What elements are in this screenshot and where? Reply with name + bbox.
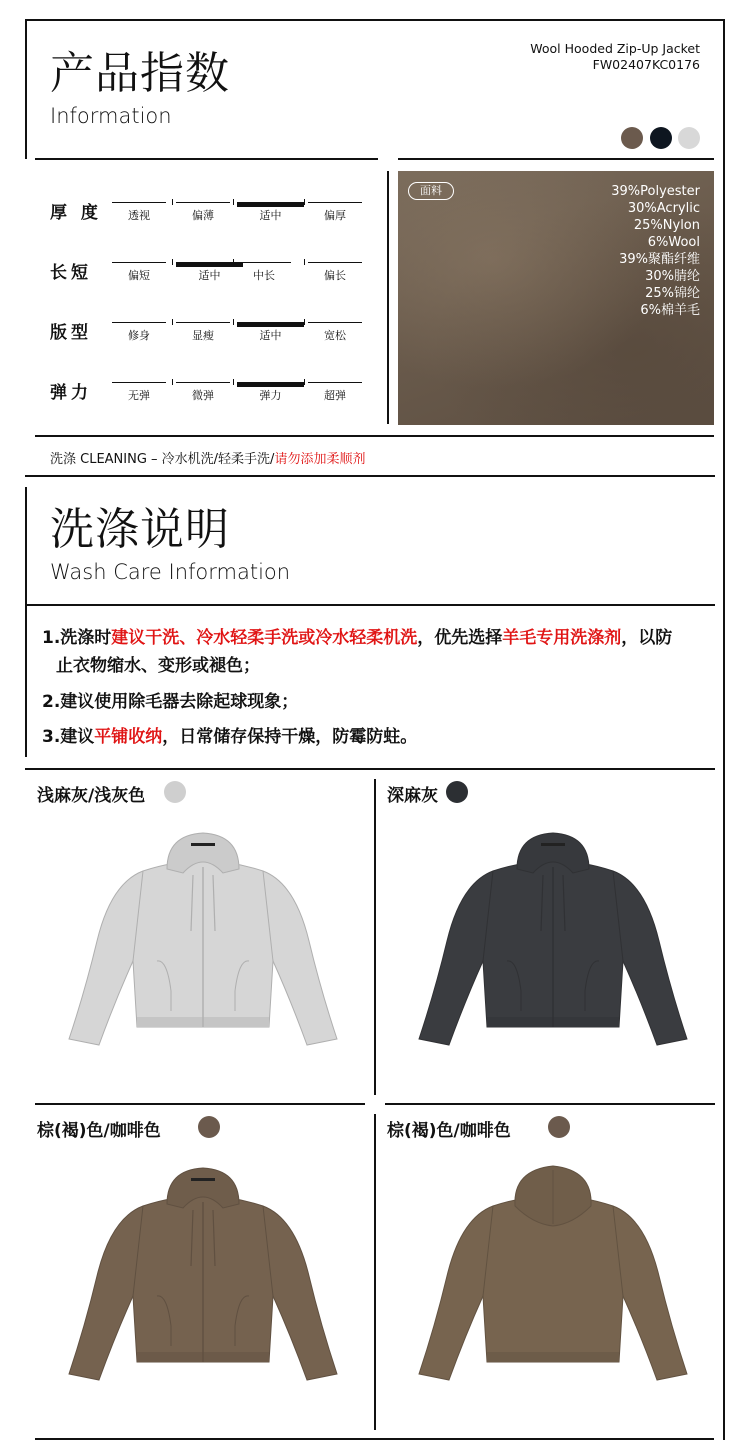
- index-option-label: 偏厚: [324, 209, 346, 222]
- index-row-label: 弹力: [50, 383, 92, 403]
- index-divider-right: [398, 158, 714, 160]
- index-option-bar: [112, 262, 166, 263]
- wash-item-1-text: ，以防: [621, 628, 673, 648]
- index-row-label: 厚 度: [50, 203, 102, 223]
- index-row-label: 版型: [50, 323, 92, 343]
- frame-right: [723, 19, 725, 1440]
- cleaning-top-line: [35, 435, 714, 437]
- index-option: [237, 262, 291, 282]
- wash-item-2: 2.建议使用除毛器去除起球现象；: [42, 692, 299, 712]
- composition-line: 25%锦纶: [645, 286, 700, 301]
- index-option-bar: [112, 322, 166, 323]
- grid-divider-left: [35, 1103, 365, 1105]
- index-tick: [304, 319, 305, 325]
- index-option-label: 微弹: [192, 389, 214, 402]
- composition-line: 39%Polyester: [611, 184, 700, 199]
- wash-item-1-text: ，优先选择: [417, 628, 503, 648]
- color-name: 浅麻灰/浅灰色: [37, 786, 146, 806]
- index-option-label: 适中: [198, 269, 221, 282]
- fabric-swatch-image: [398, 171, 714, 425]
- index-option-label: 中长: [253, 269, 275, 282]
- color-swatch[interactable]: [548, 1116, 570, 1138]
- swatch-light-gray[interactable]: [678, 127, 700, 149]
- color-name: 棕(褐)色/咖啡色: [37, 1121, 161, 1141]
- wash-item-1-cont: 止衣物缩水、变形或褪色；: [56, 656, 260, 676]
- product-name: Wool Hooded Zip-Up Jacket: [530, 41, 700, 56]
- page-title: 产品指数: [50, 48, 230, 99]
- index-option: [308, 262, 362, 282]
- index-option: [308, 382, 362, 402]
- page-subtitle: Information: [50, 104, 172, 128]
- grid-vertical-divider: [374, 779, 376, 1095]
- index-option: [176, 322, 230, 342]
- index-option: [308, 202, 362, 222]
- index-option-label: 适中: [259, 329, 282, 342]
- index-option: [237, 202, 304, 222]
- brand-label: [191, 843, 215, 846]
- composition-line: 30%腈纶: [645, 269, 700, 284]
- index-option-label: 超弹: [324, 389, 346, 402]
- cleaning-note: [50, 448, 365, 467]
- wash-item-1-highlight: 建议干洗、冷水轻柔手洗或冷水轻柔机洗: [111, 628, 418, 648]
- index-option-bar: [176, 382, 230, 383]
- wash-title: 洗涤说明: [50, 504, 230, 555]
- index-tick: [233, 199, 234, 205]
- frame-left-top: [25, 19, 27, 159]
- index-option: [176, 202, 230, 222]
- color-swatch[interactable]: [446, 781, 468, 803]
- index-tick: [304, 199, 305, 205]
- index-option-label: 适中: [259, 209, 282, 222]
- wash-item-1-text: 1.洗涤时: [42, 628, 112, 648]
- index-option: [237, 322, 304, 342]
- index-option: [112, 322, 166, 342]
- index-option-bar: [176, 322, 230, 323]
- index-tick: [304, 379, 305, 385]
- garment-hem: [487, 1352, 619, 1362]
- index-tick: [233, 259, 234, 265]
- index-option-bar: [308, 382, 362, 383]
- composition-line: 6%Wool: [647, 235, 700, 250]
- frame-left-wash: [25, 487, 27, 757]
- top-border: [25, 19, 725, 21]
- index-option-label: 透视: [128, 209, 150, 222]
- colors-top-line: [25, 768, 715, 770]
- swatch-brown[interactable]: [621, 127, 643, 149]
- wash-item-1-highlight: 羊毛专用洗涤剂: [502, 628, 622, 648]
- index-option-bar: [237, 262, 291, 263]
- wash-item-3-text: 3.建议: [42, 727, 95, 747]
- cleaning-warning: 请勿添加柔顺剂: [274, 452, 366, 467]
- composition-line: 6%棉羊毛: [640, 303, 700, 318]
- brand-label: [541, 843, 565, 846]
- product-meta: [530, 41, 700, 73]
- grid-vertical-divider-2: [374, 1114, 376, 1430]
- index-option-bar: [308, 322, 362, 323]
- index-tick: [233, 379, 234, 385]
- index-option: [112, 382, 166, 402]
- color-name: 深麻灰: [387, 786, 438, 806]
- color-swatch[interactable]: [164, 781, 186, 803]
- brand-label: [191, 1178, 215, 1181]
- index-tick: [233, 319, 234, 325]
- index-option-label: 无弹: [128, 389, 150, 402]
- wash-item-3-highlight: 平铺收纳: [94, 727, 163, 747]
- index-option-bar: [308, 202, 362, 203]
- product-code: FW02407KC0176: [592, 57, 700, 72]
- swatch-navy[interactable]: [650, 127, 672, 149]
- index-tick: [172, 379, 173, 385]
- index-option-bar: [112, 202, 166, 203]
- fabric-composition: [611, 183, 700, 319]
- index-option-label: 修身: [128, 329, 150, 342]
- composition-line: 39%聚酯纤维: [619, 252, 700, 267]
- wash-item-3-text: ，日常储存保持干燥，防霉防蛀。: [162, 727, 418, 747]
- index-tick: [304, 259, 305, 265]
- cleaning-text: 洗涤 CLEANING – 冷水机洗/轻柔手洗/: [50, 452, 275, 467]
- index-tick: [172, 319, 173, 325]
- composition-line: 30%Acrylic: [627, 201, 700, 216]
- index-option-bar: [112, 382, 166, 383]
- index-option-label: 显瘦: [192, 329, 214, 342]
- index-option-label: 偏短: [128, 269, 150, 282]
- index-tick: [172, 199, 173, 205]
- index-option: [112, 202, 166, 222]
- index-vertical-divider: [387, 171, 389, 424]
- hoodie-front-image: [63, 1166, 343, 1386]
- hoodie-front-image: [413, 831, 693, 1051]
- wash-divider: [25, 604, 715, 606]
- index-option: [112, 262, 166, 282]
- hoodie-front-image: [63, 831, 343, 1051]
- index-tick: [172, 259, 173, 265]
- fabric-tag: 面料: [408, 182, 454, 200]
- composition-line: 25%Nylon: [633, 218, 700, 233]
- grid-divider-right: [385, 1103, 715, 1105]
- index-option-label: 偏薄: [192, 209, 214, 222]
- color-name: 棕(褐)色/咖啡色: [387, 1121, 511, 1141]
- index-option: [308, 322, 362, 342]
- index-option-bar: [308, 262, 362, 263]
- index-option-bar: [176, 202, 230, 203]
- index-row-label: 长短: [50, 263, 92, 283]
- index-option-label: 宽松: [324, 329, 346, 342]
- index-option-label: 弹力: [259, 389, 282, 402]
- cleaning-bottom-line: [25, 475, 715, 477]
- wash-subtitle: Wash Care Information: [50, 560, 291, 584]
- color-swatch[interactable]: [198, 1116, 220, 1138]
- index-divider-left: [35, 158, 378, 160]
- index-option: [237, 382, 304, 402]
- index-option: [176, 382, 230, 402]
- hoodie-back-image: [413, 1166, 693, 1386]
- wash-item-3: [42, 721, 417, 753]
- index-option-label: 偏长: [324, 269, 346, 282]
